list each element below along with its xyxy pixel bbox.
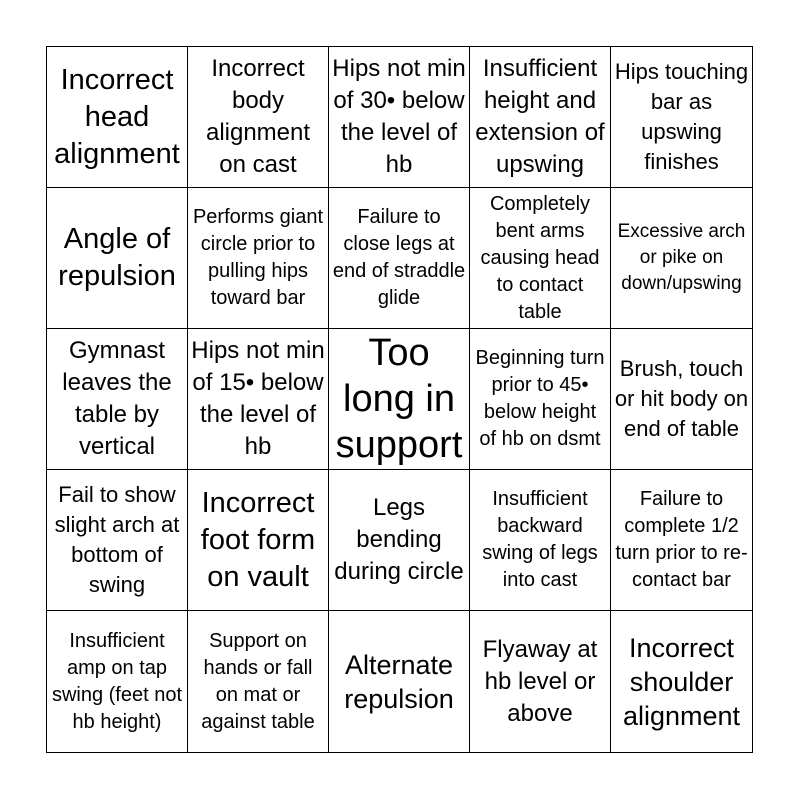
cell-label: Incorrect foot form on vault xyxy=(200,486,316,593)
cell-label: Failure to close legs at end of straddle glide xyxy=(332,206,466,309)
cell-label: Flyaway at hb level or above xyxy=(482,635,598,727)
cell-label: Fail to show slight arch at bottom of swing xyxy=(54,482,180,597)
bingo-cell[interactable] xyxy=(470,329,611,470)
cell-label: Insufficient backward swing of legs into cast xyxy=(482,488,598,591)
cell-label: Completely bent arms causing head to contact table xyxy=(480,192,600,323)
bingo-cell-center[interactable] xyxy=(329,329,470,470)
bingo-board xyxy=(46,46,753,753)
cell-label: Hips not min of 15• below the level of hb xyxy=(191,337,325,460)
cell-label: Angle of repulsion xyxy=(58,223,176,292)
bingo-cell[interactable] xyxy=(188,470,329,611)
bingo-cell[interactable] xyxy=(611,611,752,752)
cell-label: Failure to complete 1/2 turn prior to re-contact bar xyxy=(615,488,748,591)
bingo-cell[interactable] xyxy=(188,188,329,329)
bingo-cell[interactable] xyxy=(329,470,470,611)
bingo-cell[interactable] xyxy=(329,47,470,188)
cell-label: Incorrect shoulder alignment xyxy=(622,632,741,731)
bingo-cell[interactable] xyxy=(470,188,611,329)
cell-label: Brush, touch or hit body on end of table xyxy=(614,356,749,441)
bingo-cell[interactable] xyxy=(47,47,188,188)
cell-label: Gymnast leaves the table by vertical xyxy=(62,337,172,460)
bingo-cell[interactable] xyxy=(188,47,329,188)
bingo-cell[interactable] xyxy=(470,470,611,611)
cell-label: Performs giant circle prior to pulling hips toward bar xyxy=(192,206,324,309)
cell-label: Insufficient amp on tap swing (feet not hb height) xyxy=(51,629,183,733)
cell-label: Incorrect body alignment on cast xyxy=(205,55,311,178)
bingo-cell[interactable] xyxy=(188,329,329,470)
bingo-cell[interactable] xyxy=(470,611,611,752)
bingo-cell[interactable] xyxy=(47,611,188,752)
bingo-cell[interactable] xyxy=(47,188,188,329)
cell-label: Support on hands or fall on mat or against table xyxy=(201,629,315,733)
cell-label: Hips touching bar as upswing finishes xyxy=(614,59,749,174)
cell-label: Beginning turn prior to 45• below height of hb on dsmt xyxy=(475,347,605,450)
cell-label: Excessive arch or pike on down/upswing xyxy=(617,221,746,294)
bingo-cell[interactable] xyxy=(611,470,752,611)
bingo-cell[interactable] xyxy=(611,329,752,470)
bingo-cell[interactable] xyxy=(611,47,752,188)
bingo-cell[interactable] xyxy=(329,611,470,752)
bingo-cell[interactable] xyxy=(47,470,188,611)
bingo-cell[interactable] xyxy=(47,329,188,470)
cell-label: Incorrect head alignment xyxy=(54,63,180,170)
cell-label: Alternate repulsion xyxy=(344,649,454,714)
bingo-cell[interactable] xyxy=(188,611,329,752)
cell-label: Legs bending during circle xyxy=(334,494,464,585)
bingo-cell[interactable] xyxy=(329,188,470,329)
cell-label: Too long in support xyxy=(335,332,463,466)
cell-label: Hips not min of 30• below the level of hb xyxy=(332,55,466,178)
bingo-cell[interactable] xyxy=(611,188,752,329)
bingo-cell[interactable] xyxy=(470,47,611,188)
cell-label: Insufficient height and extension of upswing xyxy=(475,55,605,178)
